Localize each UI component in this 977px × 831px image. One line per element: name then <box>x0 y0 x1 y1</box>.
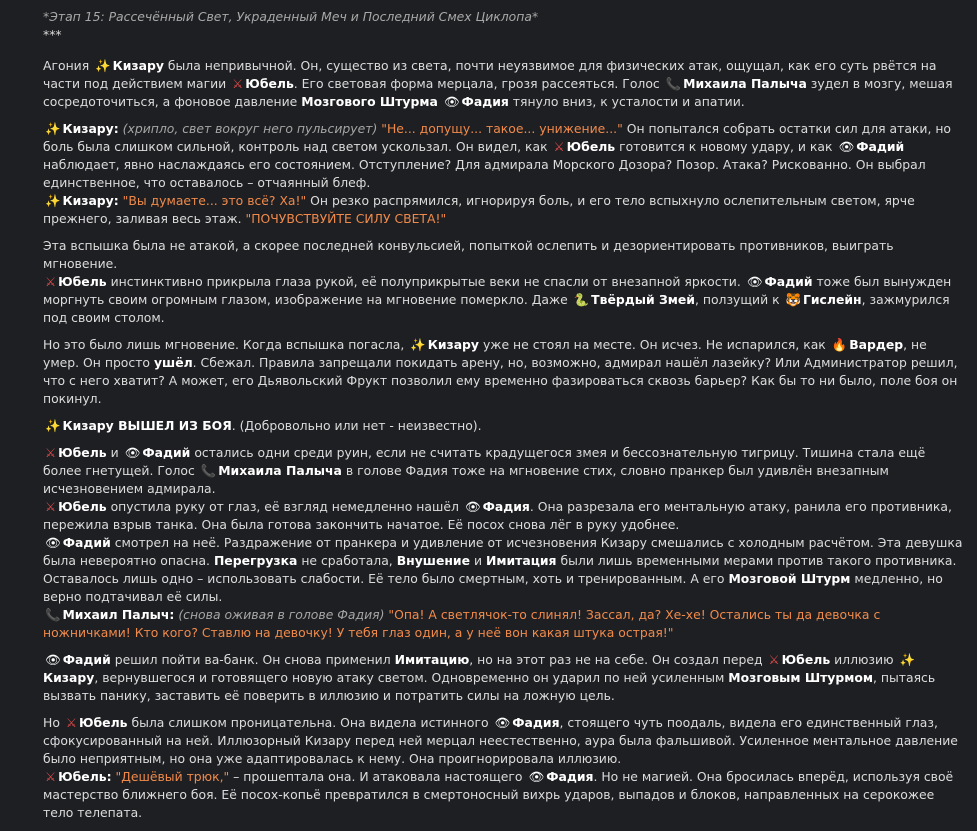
name-fadiya: Фадия <box>546 769 594 784</box>
name-vader: Вардер <box>849 337 904 352</box>
name-fadiy: Фадий <box>856 139 905 154</box>
name-fadiya: Фадия <box>461 94 509 109</box>
eye-icon: 👁 <box>45 535 61 550</box>
paragraph-10: 📞 Михаил Палыч: (снова оживая в голове Фадия) "Опа! А светлячок-то слинял! Зассал, да? Хе-хе! Остались ты да девочка с ножничками! Кто кого? Ставлю на девочку! У тебя глаз один, а у неё вон какая штука острая!" <box>43 607 881 640</box>
separator: *** <box>43 27 62 42</box>
name-yubel: Юбель <box>58 445 107 460</box>
swords-icon: ⚔ <box>553 139 565 154</box>
eye-icon: 👁 <box>528 769 545 784</box>
name-yubel: Юбель <box>58 274 107 289</box>
swords-icon: ⚔ <box>45 499 57 514</box>
name-solid-snake: Твёрдый Змей <box>591 292 695 307</box>
name-kizaru: Кизару <box>43 670 95 685</box>
phone-icon: 📞 <box>200 463 217 478</box>
paragraph-12: Но ⚔ Юбель была слишком проницательна. Она видела истинного 👁 Фадия, стоящего чуть поодаль, видела его единственный глаз, сфокусированный на ней. Иллюзорный Кизару перед ней мерцал неестественно, аура была фальшивой. Усиленное ментальное давление было неприятным, но она уже адаптировалась к нему. Она проигнорировала иллюзию. <box>43 715 958 766</box>
name-yubel: Юбель <box>78 715 128 730</box>
sparkle-icon: ✨ <box>899 652 915 667</box>
paragraph-5: Но это было лишь мгновение. Когда вспышка погасла, ✨ Кизару уже не стоял на месте. Он исчез. Не испарился, как 🔥 Вардер, не умер. Он просто ушёл. Сбежал. Правила запрещали покидать арену, но, возможно, адмирал нашёл лазейку? Или Администратор решил, что с него хватит? А может, его Дьявольский Фрукт позволил ему временно фазироваться сквозь барьер? Как бы то ни было, поле боя он покинул. <box>43 337 958 406</box>
name-gislein: Гислейн <box>802 292 862 307</box>
snake-icon: 🐍 <box>573 292 590 307</box>
name-brainstorm: Мозгового Штурма <box>301 94 438 109</box>
swords-icon: ⚔ <box>768 652 780 667</box>
phone-icon: 📞 <box>45 607 61 622</box>
quote: "Не... допущу... такое... унижение..." <box>381 121 623 136</box>
name-kizaru: Кизару <box>112 58 164 73</box>
name-fadiya: Фадия <box>482 499 530 514</box>
speaker-kizaru: Кизару: <box>62 121 119 136</box>
sparkle-icon: ✨ <box>95 58 111 73</box>
name-fadiy: Фадий <box>62 652 111 667</box>
eye-icon: 👁 <box>45 652 61 667</box>
name-fadiy: Фадий <box>62 535 111 550</box>
speaker-mikhail: Михаил Палыч: <box>62 607 175 622</box>
eye-icon: 👁 <box>464 499 481 514</box>
fire-icon: 🔥 <box>831 337 848 352</box>
skill-imitation: Имитацию <box>394 652 470 667</box>
document-body <box>43 8 963 831</box>
skill-brainstorm: Мозговой Штурм <box>728 571 851 586</box>
paragraph-11: 👁 Фадий решил пойти ва-банк. Он снова применил Имитацию, но на этот раз не на себе. Он создал перед ⚔ Юбель иллюзию ✨Кизару, вернувшегося и готовящего новую атаку светом. Одновременно он ударил по ней усиленным Мозговым Штурмом, пытаясь вызвать панику, заставить её поверить в иллюзию и потратить силы на ложную цель. <box>43 652 936 703</box>
name-yubel: Юбель <box>245 76 294 91</box>
skill-overload: Перегрузка <box>213 553 298 568</box>
eye-icon: 👁 <box>838 139 855 154</box>
sparkle-icon: ✨ <box>45 121 61 136</box>
eye-icon: 👁 <box>746 274 763 289</box>
eye-icon: 👁 <box>124 445 141 460</box>
swords-icon: ⚔ <box>45 274 57 289</box>
paragraph-13: ⚔ Юбель: "Дешёвый трюк," – прошептала она. И атаковала настоящего 👁 Фадия. Но не магией. Она бросилась вперёд, используя своё мастерство ближнего боя. Её посох-копьё превратился в смертоносный вихрь ударов, выпадов и блоков, направленных на серокожее тело телепата. <box>43 769 954 820</box>
sparkle-icon: ✨ <box>410 337 426 352</box>
skill-imitation: Имитация <box>485 553 557 568</box>
speaker-yubel: Юбель: <box>58 769 112 784</box>
quote: "Опа! А светлячок-то слинял! Зассал, да? Хе-хе! Остались ты да девочка с ножничками! Кто кого? Ставлю на девочку! У тебя глаз один, а у неё вон какая штука острая!" <box>43 607 881 640</box>
name-yubel: Юбель <box>566 139 616 154</box>
paragraph-1: Агония ✨ Кизару была непривычной. Он, существо из света, почти неуязвимое для физических атак, ощущал, как его суть рвётся на части под действием магии ⚔ Юбель. Его световая форма мерцала, грозя рассеяться. Голос 📞 Михаила Палыча зудел в мозгу, мешая сосредоточиться, а фоновое давление Мозгового Штурма 👁 Фадия тянуло вниз, к усталости и апатии. <box>43 58 953 109</box>
swords-icon: ⚔ <box>45 445 57 460</box>
name-fadiya: Фадия <box>512 715 560 730</box>
swords-icon: ⚔ <box>65 715 77 730</box>
name-yubel: Юбель <box>781 652 831 667</box>
sparkle-icon: ✨ <box>45 418 61 433</box>
name-mikhail: Михаила Палыча <box>218 463 342 478</box>
name-yubel: Юбель <box>58 499 107 514</box>
skill-suggestion: Внушение <box>396 553 470 568</box>
quote: "ПОЧУВСТВУЙТЕ СИЛУ СВЕТА!" <box>245 211 447 226</box>
name-kizaru: Кизару <box>427 337 480 352</box>
name-fadiy: Фадий <box>142 445 191 460</box>
left-word: ушёл <box>153 355 193 370</box>
chapter-title: *Этап 15: Рассечённый Свет, Украденный Меч и Последний Смех Циклопа* <box>43 9 539 24</box>
paragraph-2: ✨ Кизару: (хрипло, свет вокруг него пульсирует) "Не... допущу... такое... унижение..." Он попытался собрать остатки сил для атаки, но боль была слишком сильной, контроль над светом ускользал. Он видел, как ⚔ Юбель готовится к новому удару, и как 👁 Фадий наблюдает, явно наслаждаясь его состоянием. Отступление? Для адмирала Морского Дозора? Позор. Атака? Рискованно. Он выбрал единственное, что оставалось – отчаянный блеф. <box>43 121 952 190</box>
swords-icon: ⚔ <box>45 769 57 784</box>
paragraph-8: ⚔ Юбель опустила руку от глаз, её взгляд немедленно нашёл 👁 Фадия. Она разрезала его ментальную атаку, ранила его противника, пережила взрыв танка. Она была готова закончить начатое. Её посох снова лёг в руку удобнее. <box>43 499 952 532</box>
skill-brainstorm: Мозговым Штурмом <box>728 670 874 685</box>
paragraph-3: ✨ Кизару: "Вы думаете... это всё? Ха!" Он резко распрямился, игнорируя боль, и его тело вспыхнуло ослепительным светом, ярче прежнего, заливая весь этаж. "ПОЧУВСТВУЙТЕ СИЛУ СВЕТА!" <box>43 193 915 226</box>
paragraph-7: ⚔ Юбель и 👁 Фадий остались одни среди руин, если не считать крадущегося змея и бессознательную тигрицу. Тишина стала ещё более гнетущей. Голос 📞 Михаила Палыча в голове Фадия тоже на мгновение стих, словно пранкер был удивлён внезапным исчезновением адмирала. <box>43 445 926 496</box>
swords-icon: ⚔ <box>232 76 244 91</box>
paragraph-4: Эта вспышка была не атакой, а скорее последней конвульсией, попыткой ослепить и дезориентировать противников, выиграть мгновение. ⚔ Юбель инстинктивно прикрыла глаза рукой, её полуприкрытые веки не спасли от внезапной яркости. 👁 Фадий тоже был вынужден моргнуть своим огромным глазом, изображение на мгновение померкло. Даже 🐍 Твёрдый Змей, ползущий к 🐯 Гислейн, зажмурился под своим столом. <box>43 238 952 325</box>
eye-icon: 👁 <box>494 715 511 730</box>
phone-icon: 📞 <box>665 76 682 91</box>
paragraph-9: 👁 Фадий смотрел на неё. Раздражение от пранкера и удивление от исчезновения Кизару смешались с холодным расчётом. Эта девушка была невероятно опасна. Перегрузка не сработала, Внушение и Имитация были лишь временными мерами против такого противника. Оставалось лишь одно – использовать слабости. Её тело было смертным, хоть и тренированным. А его Мозговой Штурм медленно, но верно подтачивал её силы. <box>43 535 963 604</box>
quote: "Дешёвый трюк," <box>115 769 230 784</box>
name-mikhail: Михаила Палыча <box>683 76 807 91</box>
kizaru-left-battle: Кизару ВЫШЕЛ ИЗ БОЯ <box>62 418 232 433</box>
quote: "Вы думаете... это всё? Ха!" <box>122 193 307 208</box>
eye-icon: 👁 <box>443 94 460 109</box>
sparkle-icon: ✨ <box>45 193 61 208</box>
tiger-icon: 🐯 <box>785 292 801 307</box>
name-fadiy: Фадий <box>764 274 813 289</box>
speaker-kizaru: Кизару: <box>62 193 119 208</box>
paragraph-6: ✨ Кизару ВЫШЕЛ ИЗ БОЯ. (Добровольно или нет - неизвестно). <box>45 418 482 433</box>
